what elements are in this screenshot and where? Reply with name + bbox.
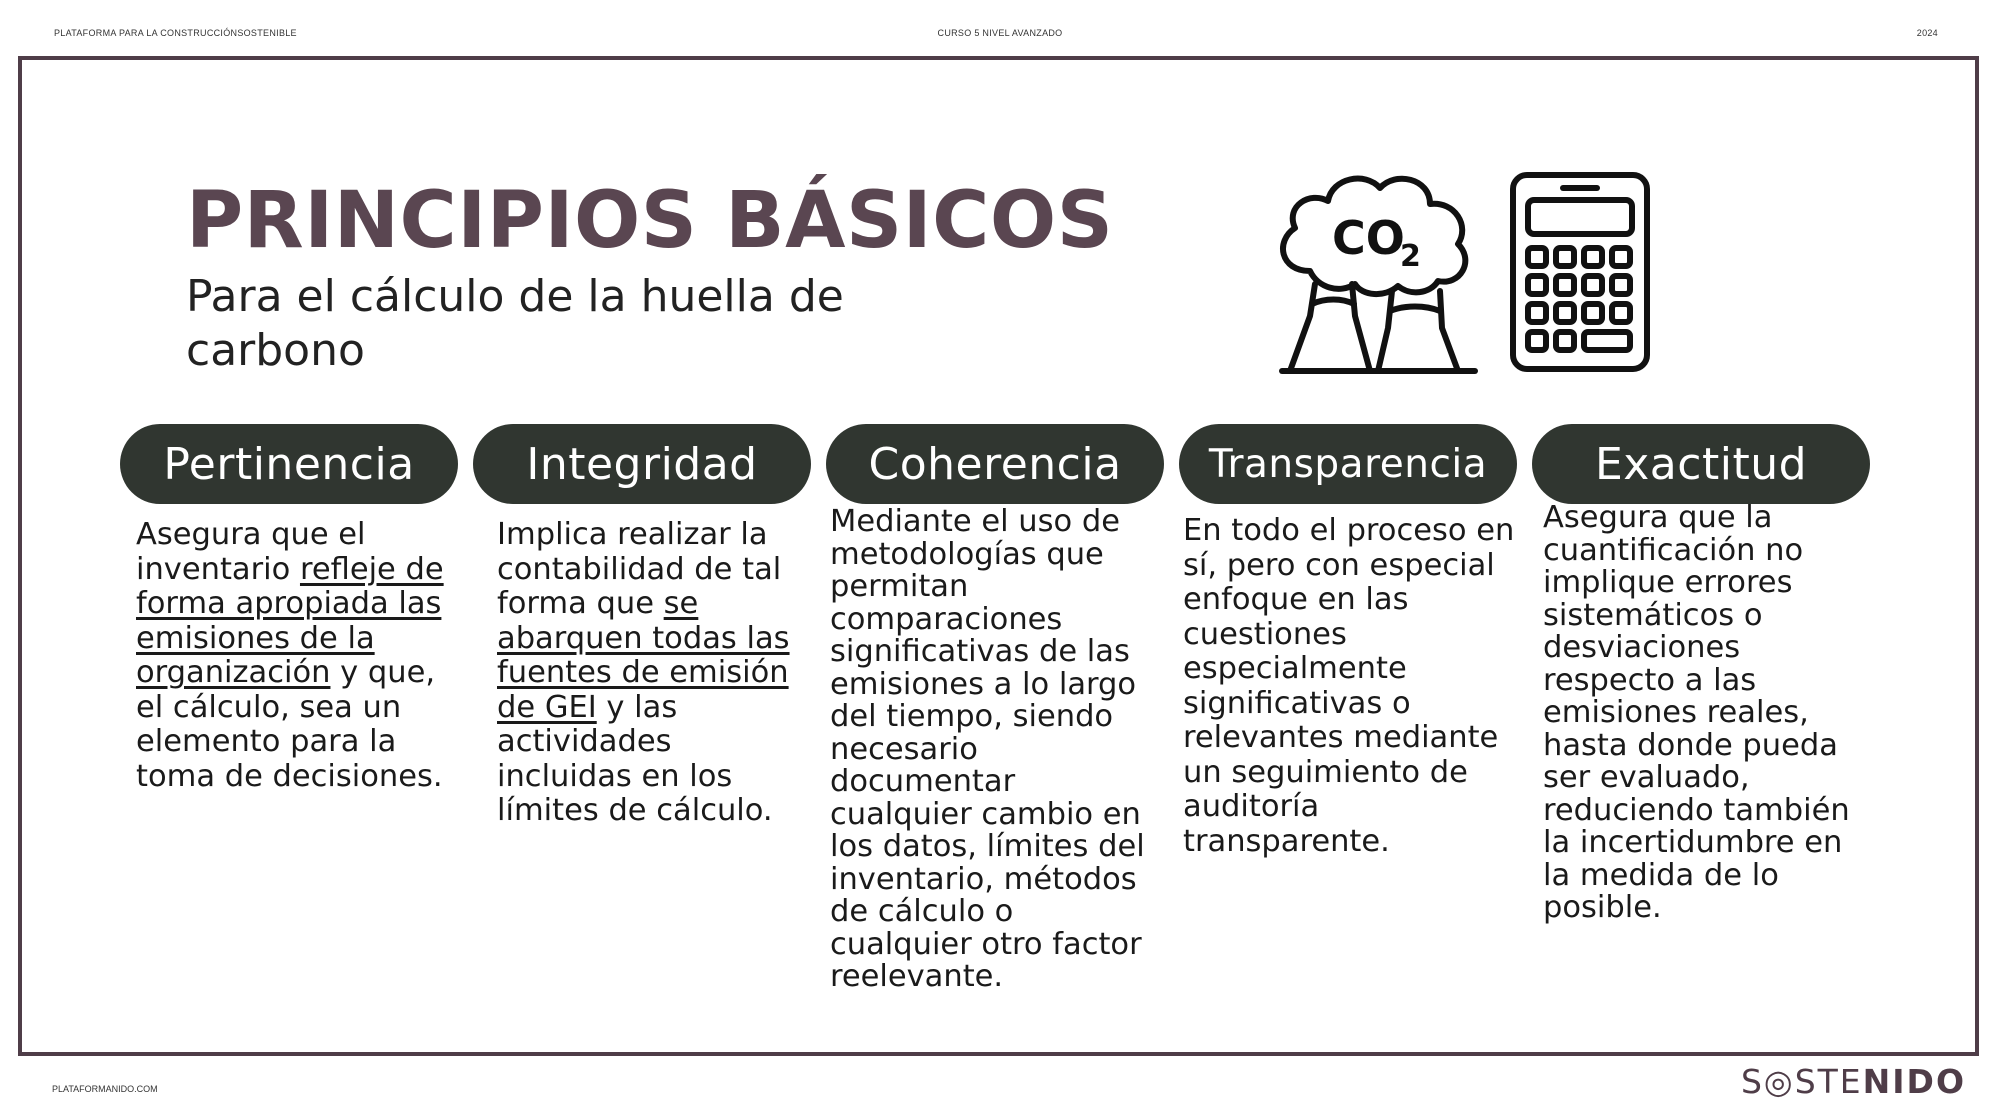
underlined-text: refleje de forma apropiada las emisiones de la organización xyxy=(136,551,444,690)
page-title: PRINCIPIOS BÁSICOS xyxy=(186,176,1114,266)
principle-pill-exactitud: Exactitud xyxy=(1532,424,1870,504)
page-subtitle: Para el cálculo de la huella de carbono xyxy=(186,271,844,376)
principle-desc-exactitud xyxy=(1543,502,1863,925)
principle-desc-coherencia xyxy=(830,506,1160,994)
principle-desc-pertinencia xyxy=(136,518,468,794)
brand-logo xyxy=(1741,1062,1966,1101)
principle-pill-integridad: Integridad xyxy=(473,424,811,504)
co2-label: CO xyxy=(1332,211,1405,265)
desc-text: y las actividades incluidas en los límites de cálculo. xyxy=(497,689,773,828)
desc-text: Asegura que la cuantificación no implique errores sistemáticos o desviaciones respecto a las emisiones reales, hasta donde pueda ser evaluado, reduciendo también la incertidumbre en la medida de lo posible. xyxy=(1543,500,1850,925)
desc-text: En todo el proceso en sí, pero con especial enfoque en las cuestiones especialmente significativas o relevantes mediante un seguimiento de auditoría transparente. xyxy=(1183,513,1515,859)
underlined-text: se abarquen todas las fuentes de emisión de GEI xyxy=(497,586,790,725)
co2-factory-icon xyxy=(1270,166,1490,376)
principle-pill-coherencia: Coherencia xyxy=(826,424,1164,504)
brand-part-1: S xyxy=(1740,1062,1764,1101)
desc-text: Implica realizar la contabilidad de tal forma que xyxy=(497,517,782,621)
co2-subscript: 2 xyxy=(1400,239,1421,274)
brand-part-2: STE xyxy=(1794,1062,1863,1101)
brand-part-3: NIDO xyxy=(1862,1062,1966,1101)
desc-text: Asegura que el inventario xyxy=(136,517,366,587)
header-center-text: CURSO 5 NIVEL AVANZADO xyxy=(937,28,1063,38)
principle-pill-transparencia: Transparencia xyxy=(1179,424,1517,504)
principle-desc-integridad xyxy=(497,518,807,829)
principle-pill-pertinencia: Pertinencia xyxy=(120,424,458,504)
desc-text: Mediante el uso de metodologías que permitan comparaciones significativas de las emisiones a lo largo del tiempo, siendo necesario documentar cualquier cambio en los datos, límites del inventario, métodos de cálculo o cualquier otro factor reelevante. xyxy=(830,504,1145,994)
header-year: 2024 xyxy=(1916,28,1938,38)
footer-url: PLATAFORMANIDO.COM xyxy=(52,1084,158,1094)
calculator-icon xyxy=(1508,170,1652,374)
desc-text: y que, el cálculo, sea un elemento para la toma de decisiones. xyxy=(136,655,443,794)
brand-nest-icon: ◎ xyxy=(1763,1062,1795,1101)
header-left-text: PLATAFORMA PARA LA CONSTRUCCIÓNSOSTENIBLE xyxy=(54,28,297,38)
principle-desc-transparencia xyxy=(1183,514,1515,859)
